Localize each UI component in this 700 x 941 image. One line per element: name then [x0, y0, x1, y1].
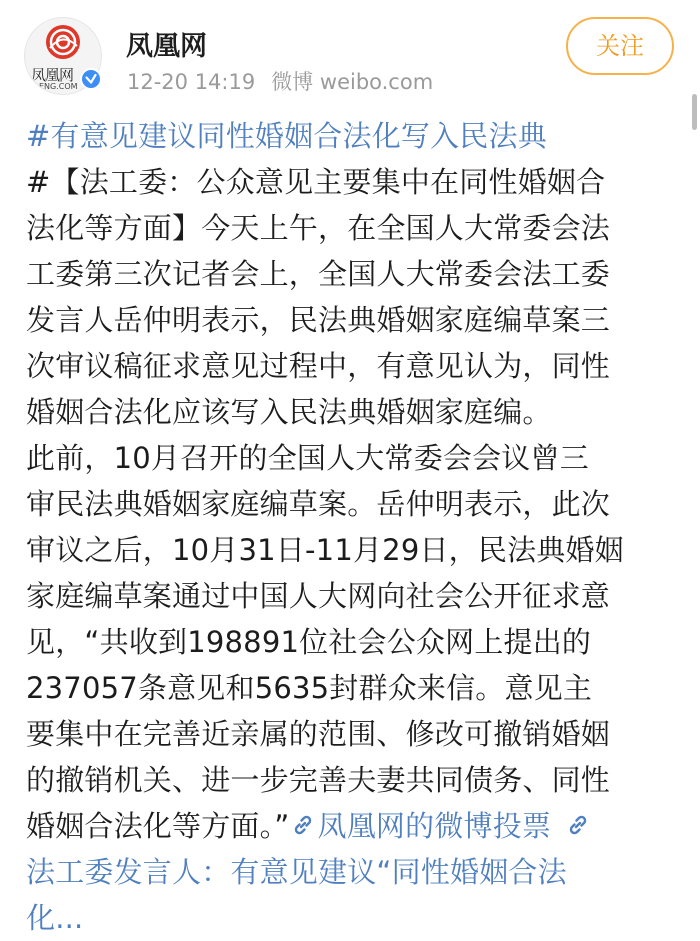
post-text-line: 见，“共收到198891位社会公众网上提出的: [26, 625, 592, 659]
vote-title-link[interactable]: 法工委发言人：有意见建议“同性婚姻合法: [26, 855, 567, 889]
post-text-line: #【法工委：公众意见主要集中在同性婚姻合: [26, 165, 606, 199]
post-text-line: 要集中在完善近亲属的范围、修改可撤销婚姻: [26, 717, 611, 751]
post-header: [0, 0, 700, 110]
vote-link[interactable]: 凤凰网的微博投票: [317, 809, 552, 843]
avatar-logo-text: 凤凰网: [31, 66, 74, 84]
post-text-line: 此前，10月召开的全国人大常委会会议曾三: [26, 441, 589, 475]
post-text-line: 工委第三次记者会上，全国人大常委会法工委: [26, 257, 611, 291]
post-text-line: 的撤销机关、进一步完善夫妻共同债务、同性: [26, 763, 611, 797]
post-source: 微博 weibo.com: [271, 70, 434, 94]
link-icon: [565, 812, 591, 838]
vote-title-link[interactable]: 化...: [26, 901, 84, 935]
user-name[interactable]: 凤凰网: [126, 31, 207, 62]
post-text-line: 婚姻合法化应该写入民法典婚姻家庭编。: [26, 395, 552, 429]
post-text-line: 次审议稿征求意见过程中，有意见认为，同性: [26, 349, 611, 383]
post-body: [26, 113, 674, 941]
post-text-line: 法化等方面】今天上午，在全国人大常委会法: [26, 211, 611, 245]
hashtag-topic-link[interactable]: #有意见建议同性婚姻合法化写入民法典: [26, 119, 547, 153]
follow-button[interactable]: 关注: [566, 17, 674, 75]
post-text-line: 发言人岳仲明表示，民法典婚姻家庭编草案三: [26, 303, 611, 337]
post-timestamp: 12-20 14:19: [127, 70, 256, 94]
link-icon: [290, 812, 316, 838]
scrollbar[interactable]: [692, 94, 697, 130]
post-text-line: 审议之后，10月31日-11月29日，民法典婚姻: [26, 533, 624, 567]
post-text-line-with-vote-link: [26, 803, 674, 849]
post-meta: [127, 66, 433, 96]
post-text-last: 婚姻合法化等方面。”: [26, 809, 290, 843]
post-text-line: 237057条意见和5635封群众来信。意见主: [26, 671, 593, 705]
post-text-line: 家庭编草案通过中国人大网向社会公开征求意: [26, 579, 611, 613]
post-text-line: 审民法典婚姻家庭编草案。岳仲明表示，此次: [26, 487, 611, 521]
avatar-logo-sub: ENG.COM: [39, 82, 78, 91]
verified-badge-icon: [80, 68, 102, 90]
